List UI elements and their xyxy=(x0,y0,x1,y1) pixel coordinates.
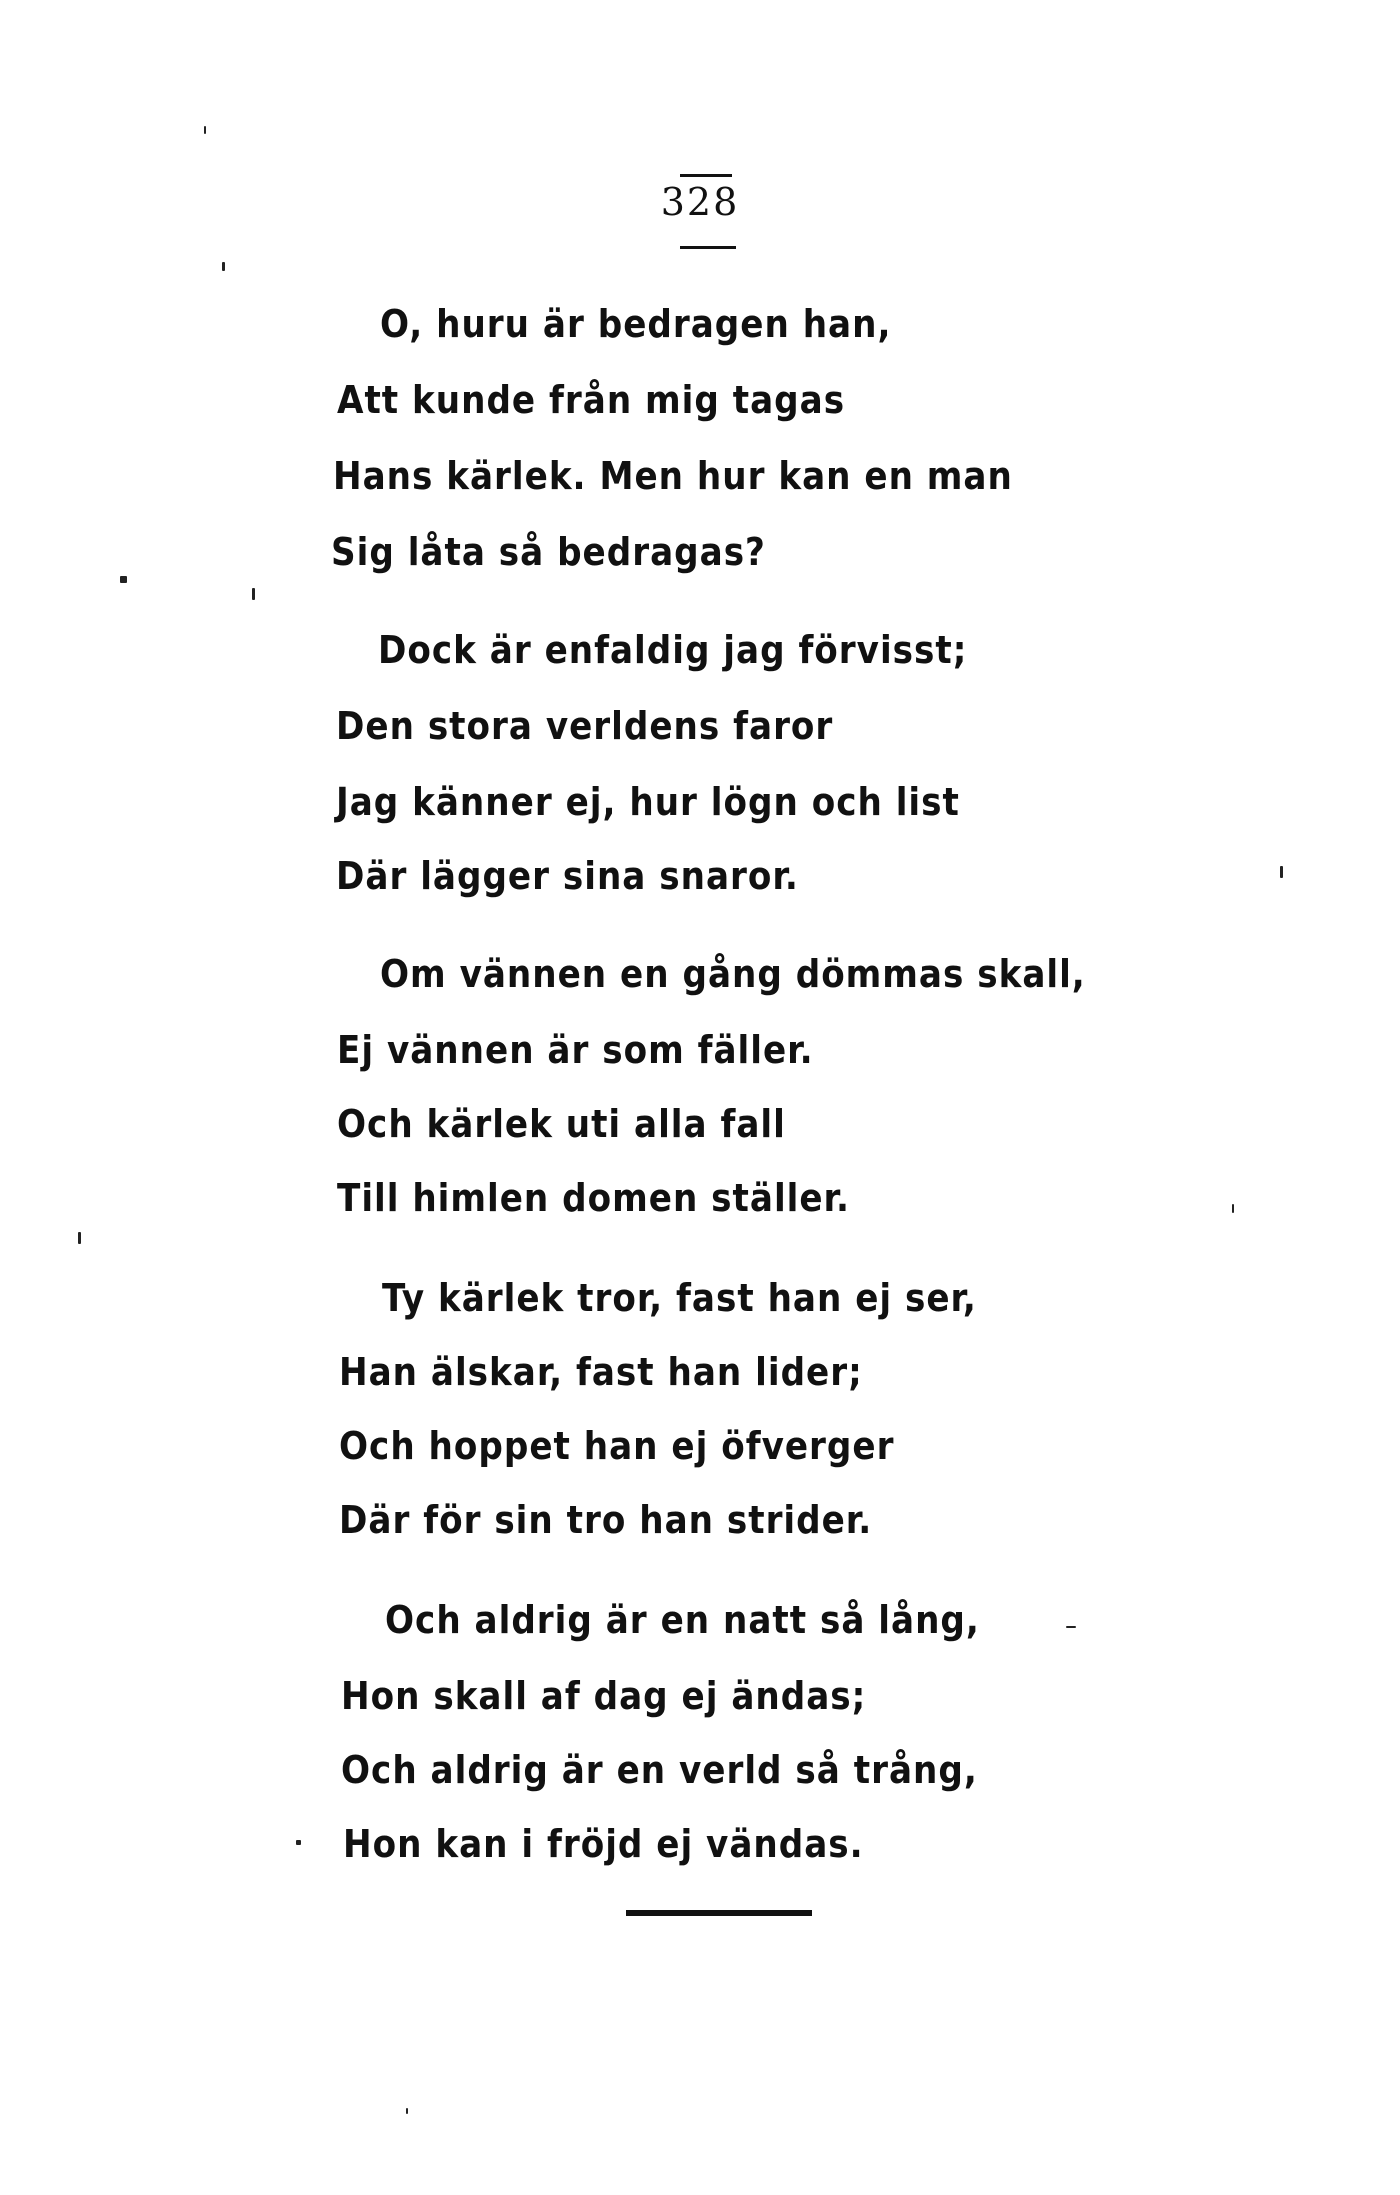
print-speck xyxy=(222,262,225,271)
verse-line: Och hoppet han ej öfverger xyxy=(339,1424,895,1468)
verse-line: Hans kärlek. Men hur kan en man xyxy=(333,454,1013,498)
verse-line: Där lägger sina snaror. xyxy=(336,854,799,898)
verse-line: Dock är enfaldig jag förvisst; xyxy=(378,628,968,672)
print-speck xyxy=(296,1840,301,1845)
verse-line: Och aldrig är en verld så trång, xyxy=(341,1748,978,1792)
verse-line: Att kunde från mig tagas xyxy=(337,378,846,422)
verse-line: Hon kan i fröjd ej vändas. xyxy=(343,1822,864,1866)
page-number: 328 xyxy=(660,180,740,224)
verse-line: Och aldrig är en natt så lång, xyxy=(385,1598,980,1642)
print-speck xyxy=(204,126,206,134)
verse-line: Om vännen en gång dömmas skall, xyxy=(380,952,1086,996)
print-speck xyxy=(78,1232,81,1244)
print-speck xyxy=(1232,1204,1234,1213)
verse-line: Till himlen domen ställer. xyxy=(337,1176,850,1220)
verse-line: Ej vännen är som fäller. xyxy=(337,1028,814,1072)
verse-line: Och kärlek uti alla fall xyxy=(337,1102,786,1146)
print-speck xyxy=(120,576,127,583)
verse-line: Hon skall af dag ej ändas; xyxy=(341,1674,867,1718)
verse-line: O, huru är bedragen han, xyxy=(380,302,892,346)
verse-line: Ty kärlek tror, fast han ej ser, xyxy=(382,1276,977,1320)
header-rule xyxy=(680,246,736,249)
page-number-overline xyxy=(680,174,732,177)
verse-line: Sig låta så bedragas? xyxy=(331,530,766,574)
verse-line: Jag känner ej, hur lögn och list xyxy=(336,780,960,824)
verse-line: Den stora verldens faror xyxy=(336,704,834,748)
print-speck xyxy=(252,588,255,600)
print-speck xyxy=(406,2108,408,2114)
end-rule xyxy=(626,1910,812,1916)
verse-line: Där för sin tro han strider. xyxy=(339,1498,873,1542)
print-speck xyxy=(1066,1626,1076,1628)
print-speck xyxy=(1280,866,1283,878)
verse-line: Han älskar, fast han lider; xyxy=(339,1350,863,1394)
